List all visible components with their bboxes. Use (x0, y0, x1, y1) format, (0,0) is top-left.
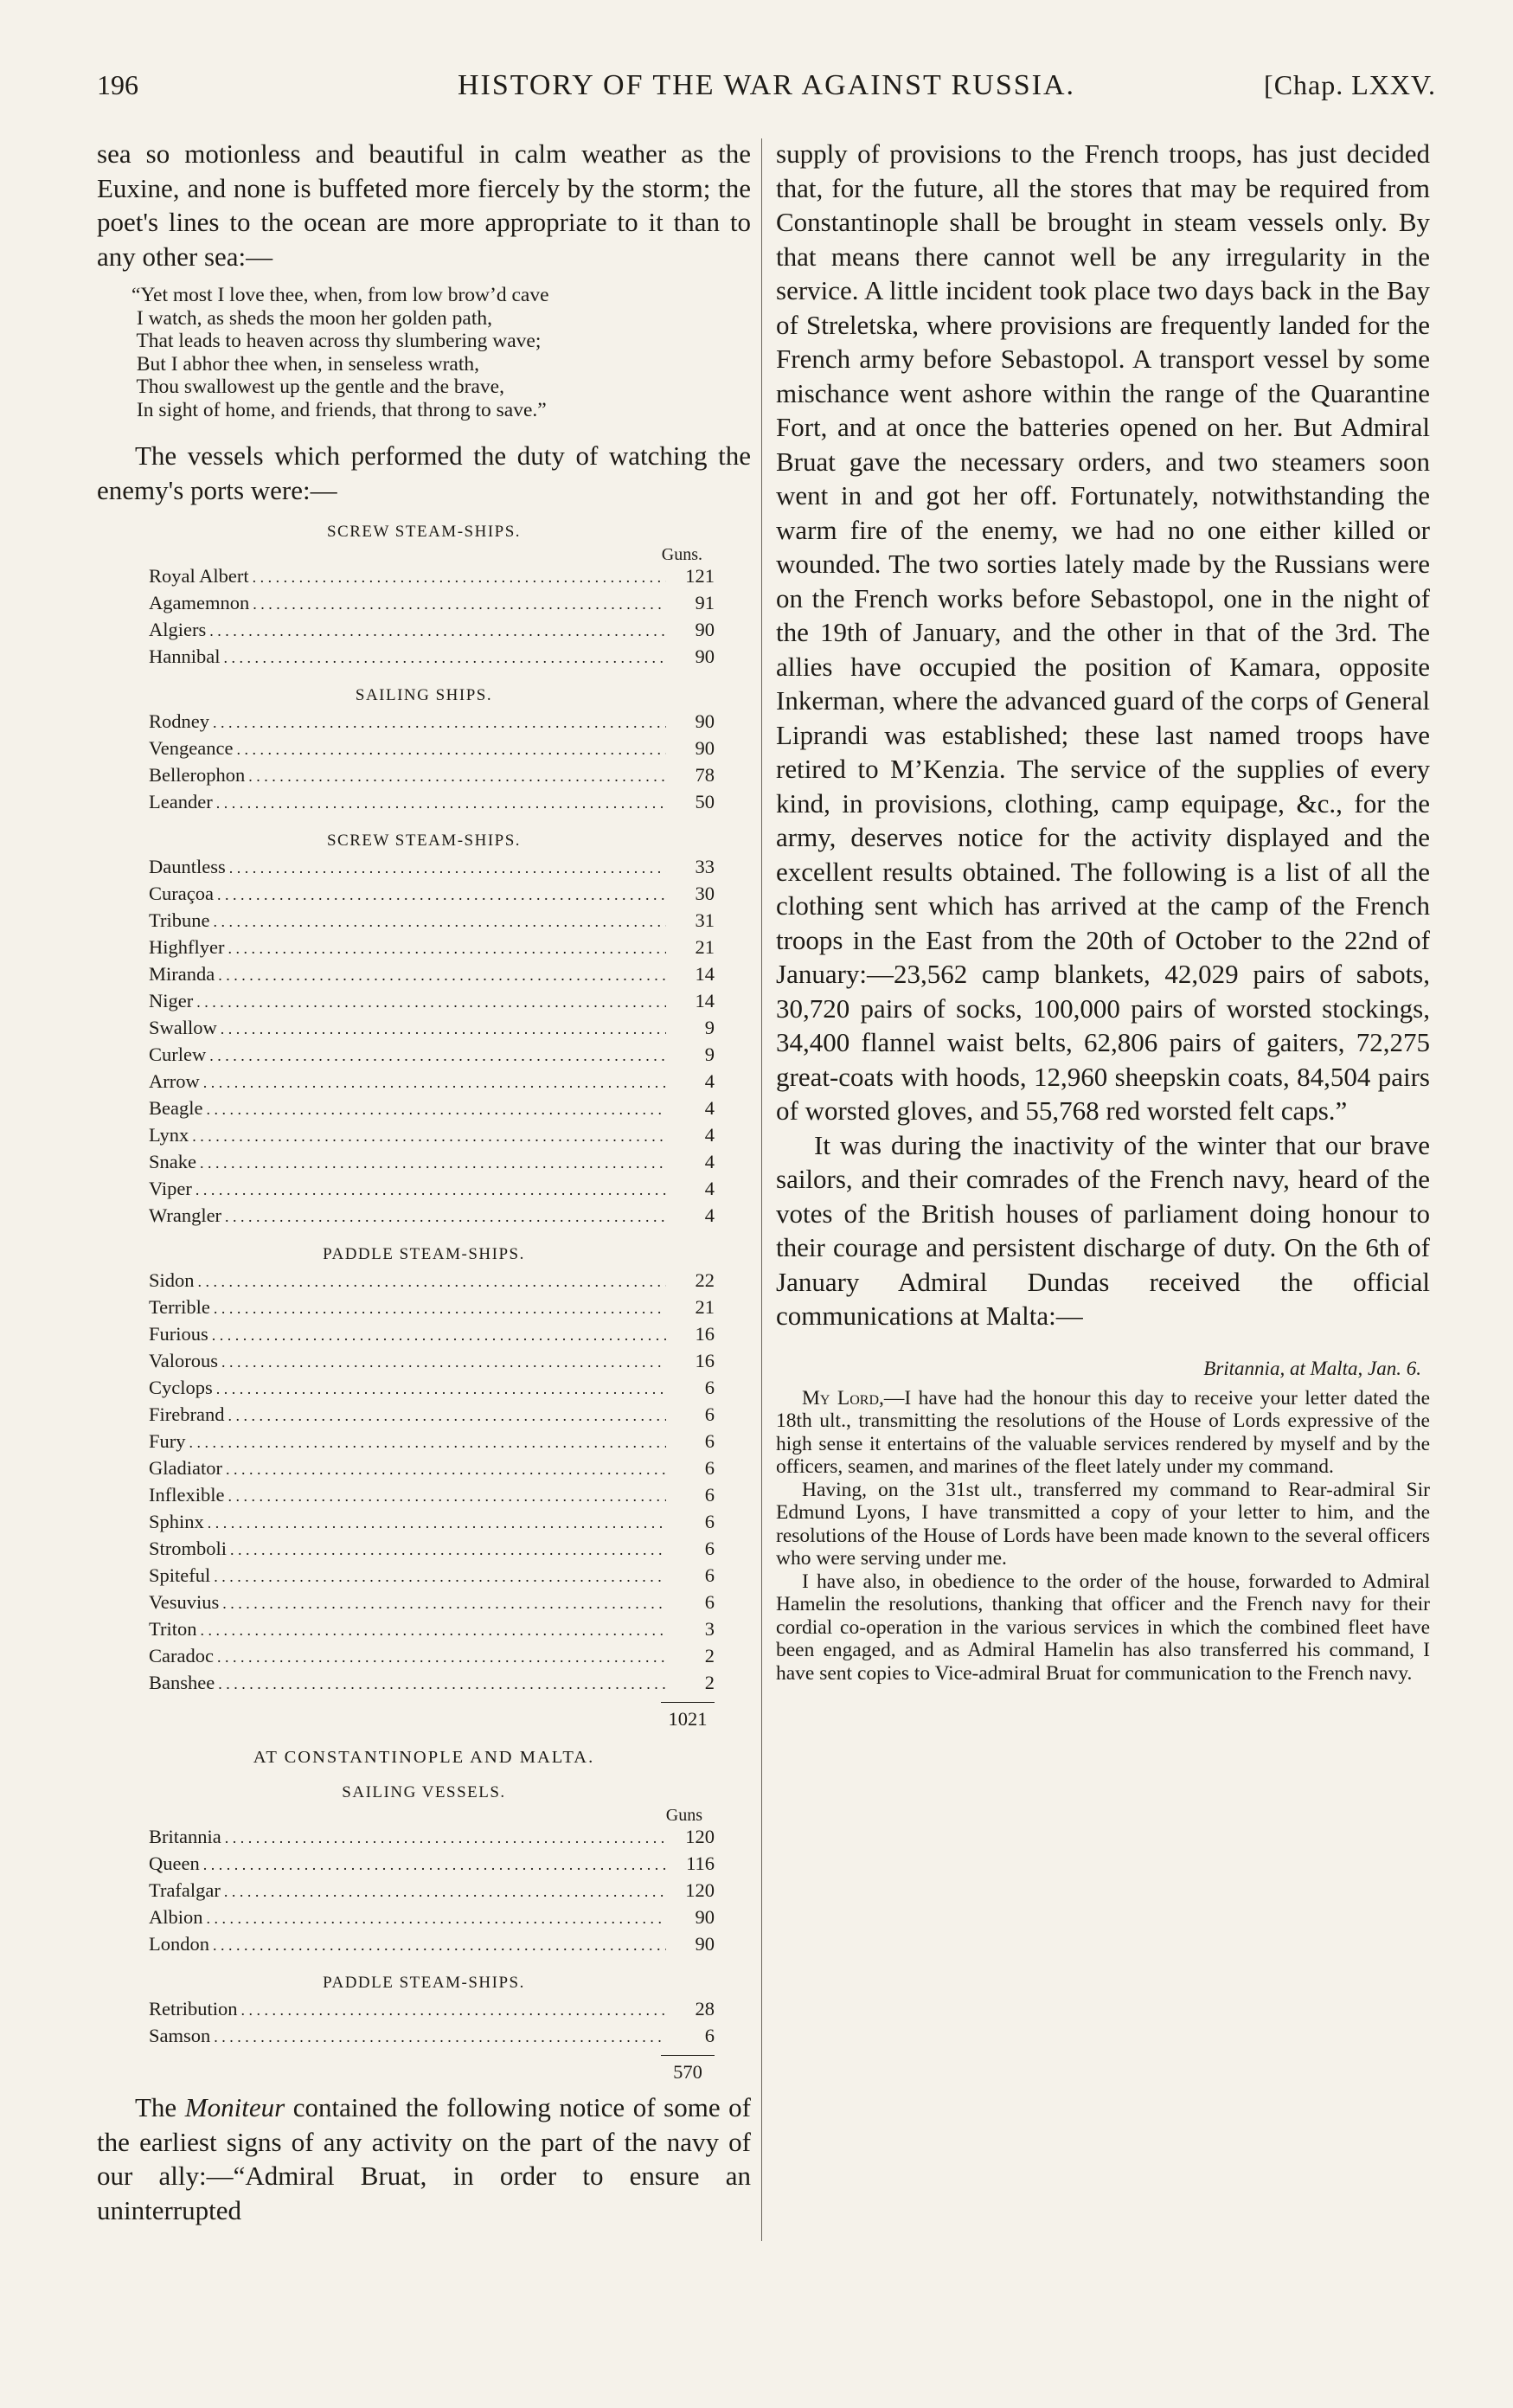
dot-leader (218, 961, 666, 988)
station-heading: AT CONSTANTINOPLE AND MALTA. (253, 1748, 595, 1767)
ship-row (149, 1268, 715, 1294)
ship-row (149, 988, 715, 1015)
ship-row (149, 1321, 715, 1348)
ship-name: Firebrand (149, 1403, 225, 1425)
section-heading: SAILING VESSELS. (342, 1783, 506, 1801)
ship-list (149, 709, 715, 816)
dot-leader (214, 2023, 666, 2050)
ship-row (149, 1670, 715, 1697)
ship-name: Queen (149, 1853, 200, 1874)
ship-guns: 14 (695, 963, 715, 985)
ship-row (149, 1069, 715, 1095)
letter-dateline: Britannia, at Malta, Jan. 6. (1203, 1357, 1421, 1379)
ship-guns: 90 (695, 710, 715, 732)
ship-row (149, 1294, 715, 1321)
ship-row (149, 1375, 715, 1402)
dot-leader (228, 1482, 666, 1509)
ship-row (149, 1878, 715, 1904)
ship-name: Miranda (149, 963, 215, 985)
ship-guns: 16 (695, 1350, 715, 1371)
dot-leader (253, 563, 666, 590)
dot-leader (200, 1149, 666, 1176)
running-title: HISTORY OF THE WAR AGAINST RUSSIA. (457, 69, 1076, 101)
dot-leader (225, 1824, 666, 1851)
dot-leader (198, 1268, 666, 1294)
ship-row (149, 908, 715, 934)
section-heading: PADDLE STEAM-SHIPS. (323, 1974, 525, 1992)
page-number: 196 (97, 69, 138, 100)
right-column (776, 137, 1430, 1685)
ship-name: Sidon (149, 1269, 195, 1291)
total-guns: 1021 (97, 1702, 715, 1731)
ship-guns: 90 (695, 737, 715, 759)
ship-guns: 120 (685, 1879, 715, 1901)
ship-guns: 21 (695, 1296, 715, 1318)
dot-leader (229, 854, 666, 881)
ship-guns: 4 (704, 1070, 715, 1092)
dot-leader (253, 590, 666, 617)
ship-list (149, 1268, 715, 1697)
dot-leader (214, 1294, 666, 1321)
ship-row (149, 1851, 715, 1878)
ship-name: Tribune (149, 909, 210, 931)
dot-leader (209, 617, 666, 644)
ship-guns: 31 (695, 909, 715, 931)
dot-leader (196, 988, 666, 1015)
ship-name: Rodney (149, 710, 209, 732)
ship-list (149, 1996, 715, 2050)
ship-guns: 9 (704, 1017, 715, 1038)
ship-name: Terrible (149, 1296, 210, 1318)
ship-name: London (149, 1933, 209, 1955)
ship-guns: 6 (704, 1511, 715, 1532)
dot-leader (226, 1455, 666, 1482)
poem-quote (131, 284, 751, 421)
ship-guns: 90 (695, 619, 715, 640)
section-heading: PADDLE STEAM-SHIPS. (323, 1245, 525, 1263)
dot-leader (196, 1176, 666, 1203)
ship-guns: 50 (695, 791, 715, 812)
ship-row (149, 1455, 715, 1482)
ship-guns: 4 (704, 1204, 715, 1226)
poem-line: I watch, as sheds the moon her golden path, (131, 306, 493, 330)
letter-paragraph: I have also, in obedience to the order of the house, forwarded to Admiral Hamelin the resolutions, thanking that officer and the French navy for their cordial co-operation in the various services in which the combined fleet have been engaged, and as Admiral Hamelin has also transferred his command, I have sent copies to Vice-admiral Bruat for communication to the French navy. (776, 1570, 1430, 1685)
dot-leader (213, 1931, 666, 1958)
ship-name: Gladiator (149, 1457, 222, 1479)
ship-list (149, 854, 715, 1230)
dot-leader (248, 762, 666, 789)
ship-guns: 2 (704, 1672, 715, 1693)
ship-guns: 9 (704, 1043, 715, 1065)
ship-name: Dauntless (149, 856, 226, 877)
dot-leader (213, 908, 666, 934)
parliament-paragraph: It was during the inactivity of the winter that our brave sailors, and their comrades of the French navy, heard of the votes of the British houses of parliament doing honour to their courage and persistent discharge of duty. On the 6th of January Admiral Dundas received the official communications at Malta:— (776, 1129, 1430, 1331)
ship-guns: 90 (695, 1933, 715, 1955)
moniteur-paragraph: The Moniteur contained the following notice of some of the earliest signs of any activity on the part of the navy of our ally:—“Admiral Bruat, in order to ensure an uninterrupted (97, 2092, 751, 2225)
ship-name: Inflexible (149, 1484, 225, 1506)
dot-leader (230, 1536, 666, 1563)
ship-guns: 6 (704, 1564, 715, 1586)
guns-column-label: Guns. (661, 545, 702, 564)
ship-guns: 6 (704, 1538, 715, 1559)
ship-name: Trafalgar (149, 1879, 221, 1901)
ship-row (149, 789, 715, 816)
ship-row (149, 644, 715, 671)
ship-name: Swallow (149, 1017, 217, 1038)
dot-leader (218, 1670, 666, 1697)
ship-row (149, 1589, 715, 1616)
poem-line: Thou swallowest up the gentle and the brave, (131, 376, 504, 398)
total-guns: 570 (97, 2055, 715, 2084)
ship-row (149, 1095, 715, 1122)
ship-guns: 120 (685, 1826, 715, 1847)
dot-leader (217, 881, 666, 908)
dot-leader (212, 1321, 666, 1348)
ship-guns: 2 (704, 1645, 715, 1666)
dot-leader (209, 1042, 666, 1069)
ship-name: Curlew (149, 1043, 207, 1065)
ship-guns: 6 (704, 2025, 715, 2046)
ship-guns: 6 (704, 1430, 715, 1452)
ship-name: Niger (149, 990, 194, 1011)
ship-name: Retribution (149, 1998, 238, 2020)
ship-guns: 6 (704, 1377, 715, 1398)
poem-line: That leads to heaven across thy slumbering wave; (131, 330, 542, 352)
ship-row (149, 762, 715, 789)
ship-row (149, 1904, 715, 1931)
ship-guns: 21 (695, 936, 715, 958)
dot-leader (207, 1904, 666, 1931)
ship-name: Triton (149, 1618, 197, 1640)
ship-name: Stromboli (149, 1538, 228, 1559)
dot-leader (224, 1878, 666, 1904)
ship-row (149, 590, 715, 617)
ship-name: Leander (149, 791, 213, 812)
ship-name: Spiteful (149, 1564, 211, 1586)
ship-guns: 16 (695, 1323, 715, 1345)
ship-name: Snake (149, 1151, 196, 1172)
dot-leader (228, 934, 666, 961)
ship-row (149, 1482, 715, 1509)
ship-row (149, 1509, 715, 1536)
ship-name: Furious (149, 1323, 208, 1345)
dot-leader (208, 1509, 666, 1536)
dot-leader (236, 735, 666, 762)
ship-name: Algiers (149, 619, 207, 640)
guns-column-label: Guns (665, 1806, 702, 1825)
ship-row (149, 1042, 715, 1069)
ship-guns: 4 (704, 1178, 715, 1199)
ship-name: Sphinx (149, 1511, 204, 1532)
ship-name: Beagle (149, 1097, 203, 1119)
ship-name: Hannibal (149, 645, 221, 667)
ship-guns: 6 (704, 1457, 715, 1479)
poem-line: In sight of home, and friends, that throng to save.” (131, 398, 547, 421)
ship-row (149, 563, 715, 590)
dot-leader (221, 1348, 666, 1375)
ship-name: Fury (149, 1430, 186, 1452)
section-heading: SAILING SHIPS. (355, 686, 493, 704)
dot-leader (217, 1643, 666, 1670)
ship-guns: 6 (704, 1403, 715, 1425)
dot-leader (213, 709, 666, 735)
dot-leader (221, 1015, 666, 1042)
moniteur-continuation: supply of provisions to the French troops, has just decided that, for the future, all the stores that may be required from Constantinople shall be brought in steam vessels only. By that means there cannot well be any irregularity in the service. A little incident took place two days back in the Bay of Streletska, where provisions are frequently landed for the French army before Sebastopol. A transport vessel by some mischance went ashore within the range of the Quarantine Fort, and at once the batteries opened on her. But Admiral Bruat gave the necessary orders, and two steamers soon went in and got her off. Fortunately, notwithstanding the warm fire of the enemy, we had no one either killed or wounded. The two sorties lately made by the Russians were on the French works before Sebastopol, one in the night of the 19th of January, and the other in that of the 3rd. The allies have occupied the position of Kamara, opposite Inkerman, where the advanced guard of the corps of General Liprandi was established; these last named troops have retired to M’Kenzia. The service of the supplies of every kind, in provisions, clothing, camp equipage, &c., for the army, deserves notice for the activity displayed and the excellent results obtained. The following is a list of all the clothing sent which has arrived at the camp of the French troops in the East from the 20th of October to the 22nd of January:—23,562 camp blankets, 42,029 pairs of sabots, 30,720 pairs of socks, 100,000 pairs of worsted stockings, 34,400 flannel waist belts, 62,806 pairs of gaiters, 72,275 great-coats with hoods, 12,960 sheepskin coats, 84,504 pairs of worsted gloves, and 55,768 red worsted felt caps.” (776, 138, 1430, 1126)
dot-leader (241, 1996, 667, 2023)
ship-guns: 121 (685, 565, 715, 587)
poem-line: But I abhor thee when, in senseless wrath, (131, 352, 480, 376)
ship-row (149, 1429, 715, 1455)
ship-name: Vesuvius (149, 1591, 220, 1613)
dot-leader (225, 1203, 666, 1230)
ship-row (149, 1122, 715, 1149)
section-heading: SCREW STEAM-SHIPS. (326, 832, 522, 850)
ship-name: Lynx (149, 1124, 189, 1146)
ship-name: Agamemnon (149, 592, 250, 613)
ship-name: Curaçoa (149, 883, 214, 904)
letter-salutation: My Lord, (802, 1386, 884, 1409)
intro-paragraph: sea so motionless and beautiful in calm weather as the Euxine, and none is buffeted more fiercely by the storm; the poet's lines to the ocean are more appropriate to it than to any other sea:— (97, 138, 751, 272)
ship-guns: 90 (695, 645, 715, 667)
ship-name: Britannia (149, 1826, 221, 1847)
dot-leader (222, 1589, 666, 1616)
left-column (97, 137, 751, 2227)
poem-line: “Yet most I love thee, when, from low brow’d cave (131, 284, 549, 306)
ship-row (149, 1176, 715, 1203)
ship-guns: 28 (695, 1998, 715, 2020)
newspaper-title: Moniteur (184, 2092, 285, 2122)
ship-name: Albion (149, 1906, 203, 1928)
ship-name: Cyclops (149, 1377, 213, 1398)
chapter-label: [Chap. LXXV. (1264, 69, 1436, 100)
ship-guns: 22 (695, 1269, 715, 1291)
ship-row (149, 1536, 715, 1563)
ship-name: Highflyer (149, 936, 225, 958)
dot-leader (214, 1563, 666, 1589)
ship-name: Valorous (149, 1350, 218, 1371)
ship-row (149, 1149, 715, 1176)
ship-row (149, 1203, 715, 1230)
ship-guns: 30 (695, 883, 715, 904)
dot-leader (216, 1375, 666, 1402)
ship-name: Bellerophon (149, 764, 246, 786)
dot-leader (203, 1069, 666, 1095)
ship-guns: 4 (704, 1151, 715, 1172)
ship-name: Banshee (149, 1672, 215, 1693)
vessels-intro: The vessels which performed the duty of watching the enemy's ports were:— (97, 440, 751, 505)
dot-leader (223, 644, 666, 671)
ship-name: Viper (149, 1178, 192, 1199)
ship-row (149, 735, 715, 762)
dot-leader (216, 789, 666, 816)
ship-row (149, 1931, 715, 1958)
ship-guns: 4 (704, 1124, 715, 1146)
ship-row (149, 709, 715, 735)
ship-list (149, 1824, 715, 1958)
ship-name: Royal Albert (149, 565, 249, 587)
ship-row (149, 1348, 715, 1375)
ship-guns: 78 (695, 764, 715, 786)
ship-row (149, 2023, 715, 2050)
ship-name: Vengeance (149, 737, 234, 759)
letter-paragraph: Having, on the 31st ult., transferred my command to Rear-admiral Sir Edmund Lyons, I have transmitted a copy of your letter to him, and the resolutions of the House of Lords have been made known to the several officers who were serving under me. (776, 1478, 1430, 1570)
ship-row (149, 854, 715, 881)
ship-name: Arrow (149, 1070, 200, 1092)
ship-row (149, 1402, 715, 1429)
ship-name: Wrangler (149, 1204, 222, 1226)
ship-row (149, 1616, 715, 1643)
running-header (97, 69, 1436, 112)
ship-row (149, 881, 715, 908)
ship-row (149, 1824, 715, 1851)
ship-guns: 14 (695, 990, 715, 1011)
ship-guns: 91 (695, 592, 715, 613)
dot-leader (189, 1429, 666, 1455)
ship-guns: 4 (704, 1097, 715, 1119)
ship-row (149, 1015, 715, 1042)
ship-row (149, 1643, 715, 1670)
ship-guns: 116 (686, 1853, 715, 1874)
dot-leader (206, 1095, 666, 1122)
dot-leader (200, 1616, 666, 1643)
ship-row (149, 1996, 715, 2023)
ship-list (149, 563, 715, 671)
ship-name: Caradoc (149, 1645, 214, 1666)
dot-leader (203, 1851, 666, 1878)
ship-guns: 3 (704, 1618, 715, 1640)
dot-leader (228, 1402, 666, 1429)
ship-row (149, 1563, 715, 1589)
letter-paragraph: My Lord,—I have had the honour this day to receive your letter dated the 18th ult., transmitting the resolutions of the House of Lords expressive of the high sense it entertains of the valuable services rendered by myself and by the officers, seamen, and marines of the fleet lately under my command. (776, 1386, 1430, 1478)
section-heading: SCREW STEAM-SHIPS. (326, 523, 522, 541)
ship-guns: 6 (704, 1591, 715, 1613)
column-rule (761, 138, 762, 2241)
dot-leader (192, 1122, 666, 1149)
ship-guns: 6 (704, 1484, 715, 1506)
ship-row (149, 961, 715, 988)
ship-row (149, 934, 715, 961)
ship-guns: 90 (695, 1906, 715, 1928)
ship-row (149, 617, 715, 644)
ship-name: Samson (149, 2025, 211, 2046)
ship-guns: 33 (695, 856, 715, 877)
